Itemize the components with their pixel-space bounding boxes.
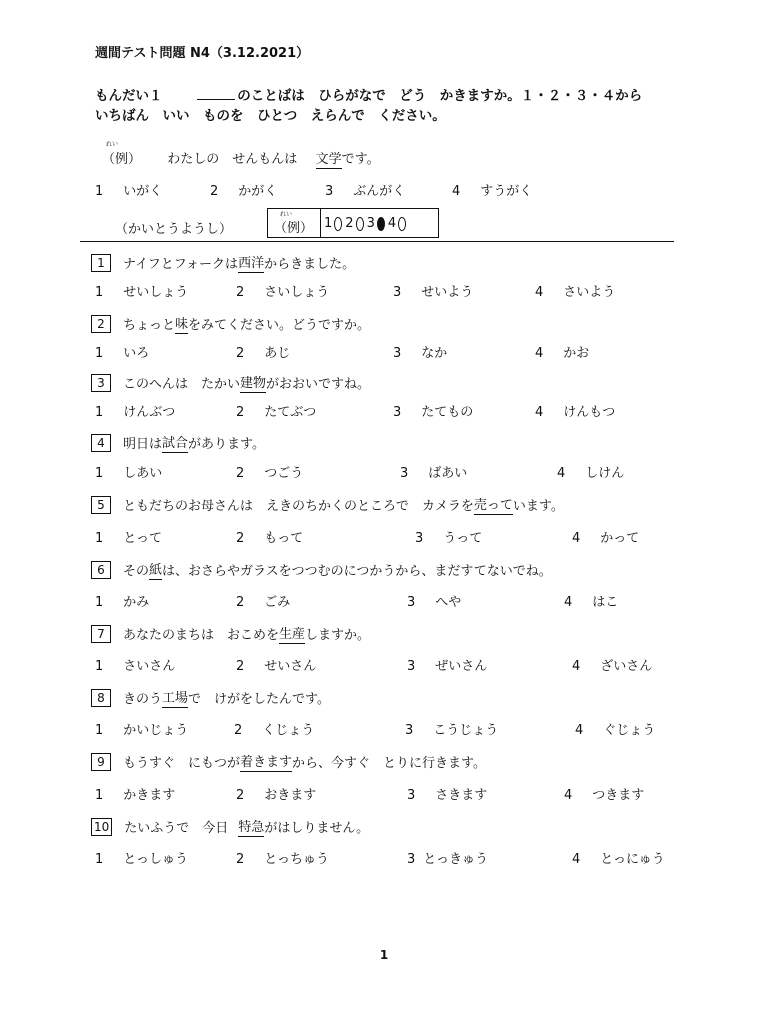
- option-1: 1 せいしょう: [95, 285, 189, 300]
- option-4: 4 ざいさん: [572, 659, 653, 674]
- instructions-text: のことばは ひらがなで どう かきますか。１・２・３・４から: [237, 88, 643, 104]
- problem-label: もんだい１: [95, 88, 163, 104]
- option-1: 1 しあい: [95, 466, 163, 481]
- answer-sheet-example-label: [274, 211, 314, 236]
- answer-sheet-example-text: （例）: [274, 221, 314, 236]
- question-number: 8: [91, 689, 111, 707]
- option-2: 2 せいさん: [236, 659, 317, 674]
- question-text-pre: このへんは たかい: [123, 377, 241, 392]
- bubble-label-4: 4: [387, 216, 397, 231]
- option-3: 3 せいよう: [393, 285, 474, 300]
- instructions: [95, 86, 695, 126]
- example-sentence: [102, 141, 380, 167]
- blank-line: [197, 87, 235, 100]
- question-number: 1: [91, 254, 111, 272]
- question-text-post: からきました。: [264, 257, 356, 272]
- instructions-line-1: [95, 86, 695, 106]
- question-4: [91, 432, 265, 453]
- option-1: 1 かきます: [95, 788, 176, 803]
- option-3: 3 こうじょう: [405, 723, 499, 738]
- option-3: 3 ばあい: [400, 466, 468, 481]
- question-text-pre: ともだちのお母さんは えきのちかくのところで カメラを: [123, 499, 474, 514]
- question-9: [91, 751, 486, 772]
- question-number: 6: [91, 561, 111, 579]
- option-2: 2 さいしょう: [236, 285, 330, 300]
- question-7: [91, 623, 370, 644]
- answer-sheet-label: （かいとうようし）: [115, 222, 233, 237]
- option-4: 4 つきます: [564, 788, 645, 803]
- bubble-3-filled: [377, 217, 385, 231]
- example-furigana: れい: [106, 141, 119, 148]
- question-text-post: で けがをしたんです。: [188, 692, 330, 707]
- example-option-3: 3 ぶんがく: [325, 184, 406, 199]
- option-1: 1 かみ: [95, 595, 150, 610]
- option-4: 4 ぐじょう: [575, 723, 656, 738]
- question-text-post: は、おさらやガラスをつつむのにつかうから、まだすてないでね。: [162, 564, 552, 579]
- question-8: [91, 687, 330, 708]
- question-text-pre: たいふうで 今日: [124, 821, 229, 836]
- question-text-pre: ちょっと: [123, 318, 176, 333]
- question-target-word: 売って: [474, 494, 513, 515]
- option-3: 3 とっきゅう: [407, 852, 489, 867]
- question-text-post: をみてください。どうですか。: [188, 318, 371, 333]
- question-target-word: 特急: [238, 816, 264, 837]
- question-text-pre: あなたのまちは おこめを: [123, 628, 280, 643]
- question-5: [91, 494, 564, 515]
- question-text-pre: もうすぐ にもつが: [123, 756, 241, 771]
- question-target-word: 味: [175, 313, 188, 334]
- question-text-post: います。: [512, 499, 564, 514]
- question-3: [91, 372, 370, 393]
- question-text-post: がおおいですね。: [266, 377, 371, 392]
- option-1: 1 とって: [95, 531, 163, 546]
- question-number: 10: [91, 818, 112, 836]
- question-text-pre: ナイフとフォークは: [123, 257, 239, 272]
- question-text-post: があります。: [188, 437, 265, 452]
- option-3: 3 うって: [415, 531, 483, 546]
- question-text-pre: きのう: [123, 692, 163, 707]
- option-1: 1 いろ: [95, 346, 150, 361]
- question-number: 5: [91, 496, 111, 514]
- option-4: 4 さいよう: [535, 285, 616, 300]
- bubble-4: [398, 217, 406, 231]
- option-3: 3 ぜいさん: [407, 659, 488, 674]
- bubble-2: [356, 217, 364, 231]
- question-text-pre: その: [123, 564, 150, 579]
- question-number: 7: [91, 625, 111, 643]
- question-text-post: しますか。: [305, 628, 371, 643]
- answer-sheet-example: [267, 208, 439, 238]
- bubble-label-1: 1: [324, 216, 333, 231]
- option-2: 2 もって: [236, 531, 304, 546]
- page-number: 1: [379, 948, 389, 962]
- option-4: 4 しけん: [557, 466, 625, 481]
- instructions-line-2: いちばん いい ものを ひとつ えらんで ください。: [95, 108, 446, 124]
- question-target-word: 建物: [240, 372, 266, 393]
- option-3: 3 さきます: [407, 788, 488, 803]
- option-4: 4 けんもつ: [535, 405, 616, 420]
- question-10: [91, 816, 369, 837]
- question-text-post: がはしりません。: [264, 821, 370, 836]
- option-4: 4 かって: [572, 531, 640, 546]
- question-target-word: 紙: [149, 559, 162, 580]
- option-2: 2 あじ: [236, 346, 291, 361]
- example-sentence-pre: わたしの せんもんは: [167, 152, 298, 167]
- question-target-word: 試合: [162, 432, 188, 453]
- page-title: 週間テスト問題 N4（3.12.2021）: [95, 46, 310, 61]
- option-1: 1 さいさん: [95, 659, 176, 674]
- question-number: 3: [91, 374, 111, 392]
- option-2: 2 くじょう: [234, 723, 315, 738]
- question-6: [91, 559, 552, 580]
- bubble-label-3: 3: [366, 216, 375, 231]
- question-target-word: 生産: [279, 623, 305, 644]
- question-target-word: 西洋: [238, 252, 264, 273]
- option-3: 3 たてもの: [393, 405, 474, 420]
- section-divider: [80, 241, 674, 242]
- question-1: [91, 252, 355, 273]
- example-option-1: 1 いがく: [95, 184, 163, 199]
- option-4: 4 かお: [535, 346, 590, 361]
- question-target-word: 工場: [162, 687, 188, 708]
- option-2: 2 たてぶつ: [236, 405, 317, 420]
- question-number: 9: [91, 753, 111, 771]
- option-4: 4 はこ: [564, 595, 619, 610]
- option-2: 2 つごう: [236, 466, 304, 481]
- example-option-2: 2 かがく: [210, 184, 278, 199]
- example-label: [102, 141, 142, 167]
- question-text-pre: 明日は: [123, 437, 163, 452]
- option-3: 3 へや: [407, 595, 462, 610]
- option-2: 2 おきます: [236, 788, 317, 803]
- example-option-4: 4 すうがく: [452, 184, 533, 199]
- option-3: 3 なか: [393, 346, 448, 361]
- bubble-label-2: 2: [345, 216, 354, 231]
- answer-sheet-furigana: れい: [280, 211, 293, 218]
- bubble-1: [334, 217, 342, 231]
- question-2: [91, 313, 370, 334]
- example-sentence-post: です。: [341, 152, 380, 167]
- question-number: 4: [91, 434, 111, 452]
- answer-sheet-divider: [320, 209, 321, 237]
- answer-bubbles: [324, 216, 409, 231]
- option-1: 1 とっしゅう: [95, 852, 189, 867]
- option-2: 2 とっちゅう: [236, 852, 330, 867]
- option-2: 2 ごみ: [236, 595, 291, 610]
- question-text-post: から、今すぐ とりに行きます。: [292, 756, 486, 771]
- option-4: 4 とっにゅう: [572, 852, 665, 867]
- example-label-text: （例）: [102, 152, 142, 167]
- example-target-word: 文学: [315, 152, 342, 167]
- option-1: 1 かいじょう: [95, 723, 189, 738]
- question-number: 2: [91, 315, 111, 333]
- option-1: 1 けんぶつ: [95, 405, 176, 420]
- question-target-word: 着きます: [240, 751, 292, 772]
